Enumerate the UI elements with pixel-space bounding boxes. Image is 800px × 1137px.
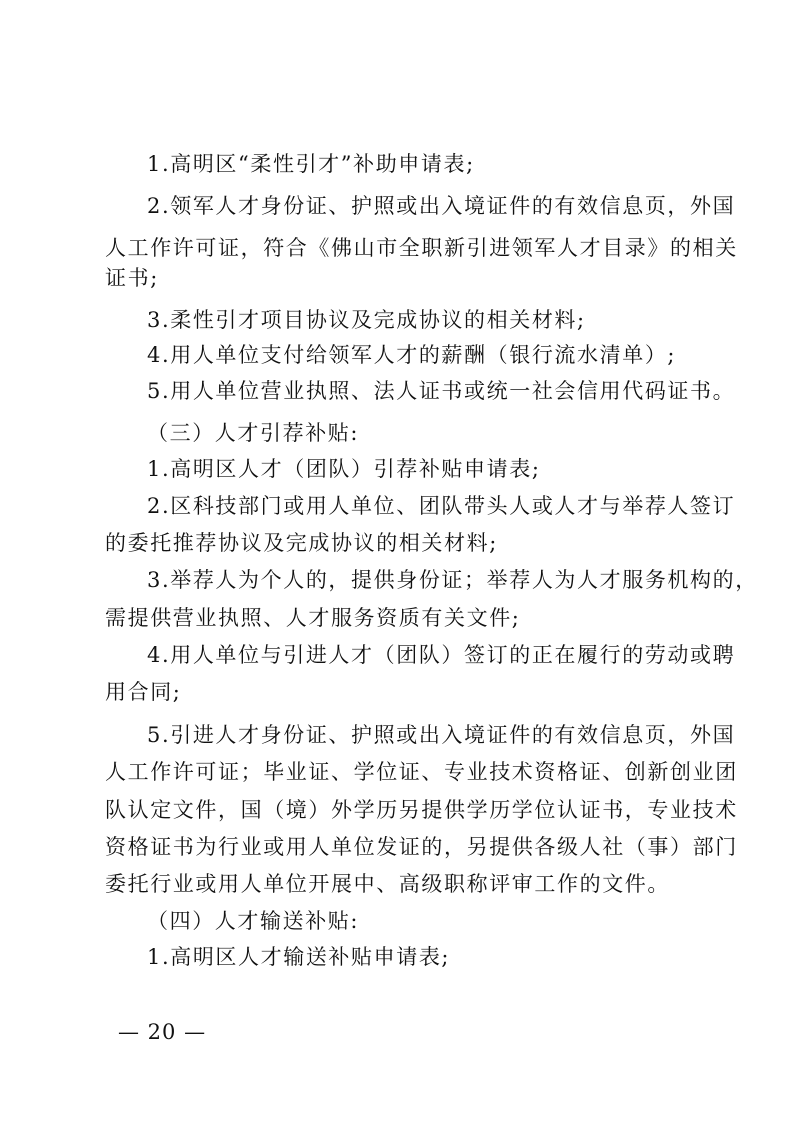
text-line: 4.用人单位支付给领军人才的薪酬（银行流水清单）; <box>147 343 677 367</box>
section-heading: （四）人才输送补贴: <box>147 909 360 933</box>
text-line: 的委托推荐协议及完成协议的相关材料; <box>105 531 498 555</box>
section-heading: （三）人才引荐补贴: <box>147 421 360 445</box>
text-line: 5.用人单位营业执照、法人证书或统一社会信用代码证书。 <box>147 379 736 403</box>
text-line: 3.柔性引才项目协议及完成协议的相关材料; <box>147 308 586 332</box>
text-line: 5.引进人才身份证、护照或出入境证件的有效信息页，外国 <box>147 723 736 747</box>
text-line: 队认定文件，国（境）外学历另提供学历学位认证书，专业技术 <box>105 798 738 822</box>
text-line: 需提供营业执照、人才服务资质有关文件; <box>105 606 521 630</box>
text-line: 1.高明区人才输送补贴申请表; <box>147 945 451 969</box>
text-line: 资格证书为行业或用人单位发证的，另提供各级人社（事）部门 <box>105 835 738 859</box>
text-line: 证书; <box>105 266 159 290</box>
text-line: 人工作许可证；毕业证、学位证、专业技术资格证、创新创业团 <box>105 760 738 784</box>
text-line: 2.区科技部门或用人单位、团队带头人或人才与举荐人签订 <box>147 494 736 518</box>
text-line: 1.高明区人才（团队）引荐补贴申请表; <box>147 457 541 481</box>
text-line: 用合同; <box>105 680 182 704</box>
text-line: 2.领军人才身份证、护照或出入境证件的有效信息页，外国 <box>147 194 736 218</box>
page-number: — 20 — <box>118 1020 207 1044</box>
text-line: 4.用人单位与引进人才（团队）签订的正在履行的劳动或聘 <box>147 643 736 667</box>
text-line: 委托行业或用人单位开展中、高级职称评审工作的文件。 <box>105 872 670 896</box>
text-line: 人工作许可证，符合《佛山市全职新引进领军人才目录》的相关 <box>105 236 738 260</box>
text-line: 3.举荐人为个人的，提供身份证；举荐人为人才服务机构的， <box>147 568 758 592</box>
text-line: 1.高明区“柔性引才”补助申请表; <box>147 152 475 176</box>
